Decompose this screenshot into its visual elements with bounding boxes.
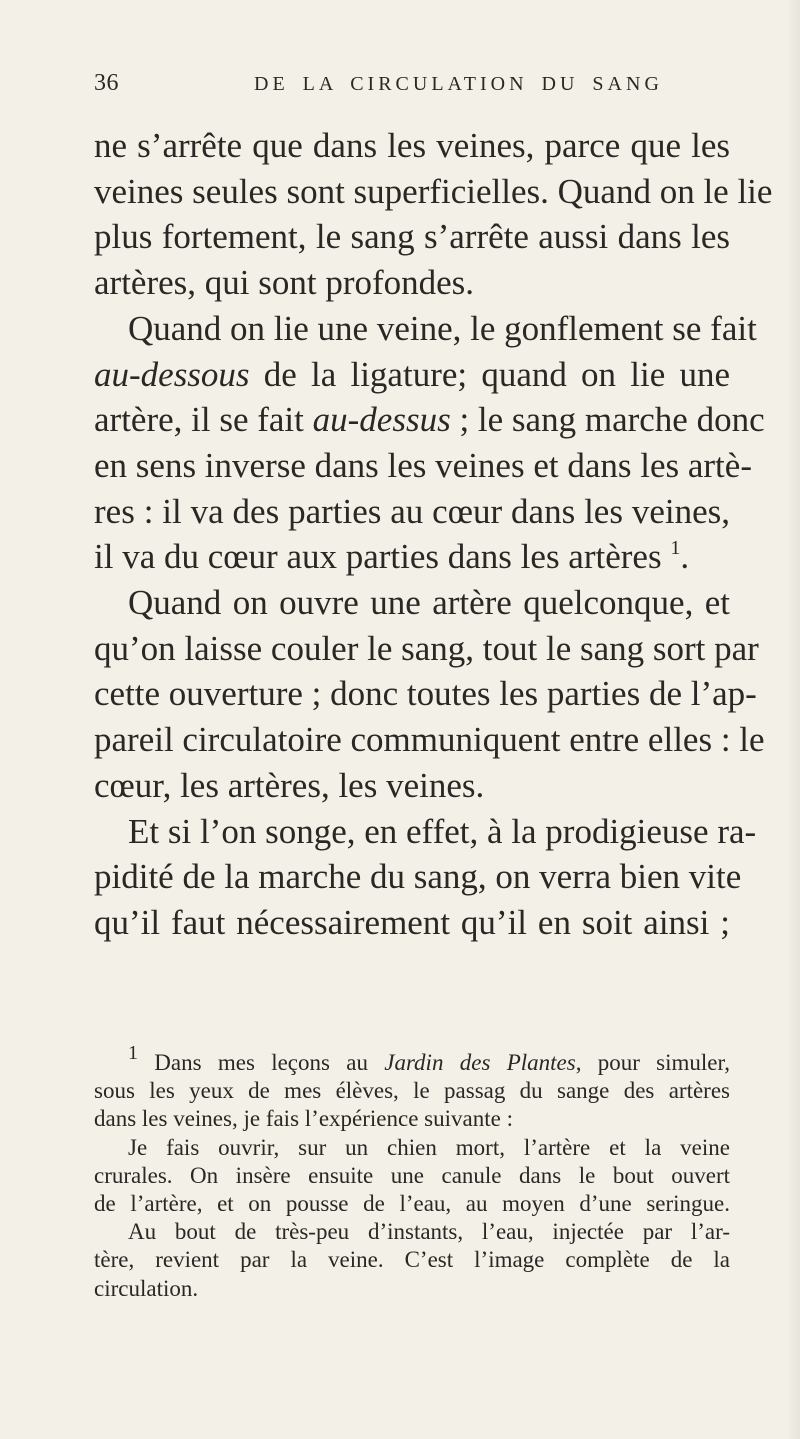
text-segment: Je fais ouvrir, sur un chien mort, l’artère et la veine	[128, 1134, 730, 1160]
text-segment: cœur, les artères, les veines.	[94, 765, 485, 805]
text-segment: plus fortement, le sang s’arrête aussi dans les	[94, 217, 730, 257]
scan-edge-shadow	[786, 0, 800, 1439]
footnote-line	[94, 1218, 730, 1246]
text-line	[94, 123, 730, 169]
main-text	[94, 123, 773, 946]
text-segment: cette ouverture ; donc toutes les parties de l’ap-	[94, 674, 757, 714]
page-number: 36	[94, 70, 119, 96]
text-segment: artère, il se fait	[94, 400, 313, 440]
text-segment: veines seules sont superficielles. Quand on le lie	[94, 171, 773, 211]
text-line	[94, 626, 759, 672]
text-line	[94, 534, 730, 580]
text-line	[94, 671, 757, 717]
text-line	[94, 397, 765, 443]
text-segment: ; le sang marche donc	[450, 400, 765, 440]
text-segment: tère, revient par la veine. C’est l’image complète de la	[94, 1247, 730, 1273]
footnote-line	[94, 1134, 730, 1162]
footnote-marker[interactable]: 1	[670, 536, 681, 559]
footnote-marker[interactable]: 1	[128, 1042, 138, 1065]
text-segment: de l’artère, et on pousse de l’eau, au moyen d’une seringue.	[94, 1191, 730, 1217]
text-line	[94, 352, 730, 398]
italic-text: au-dessus	[312, 400, 451, 440]
text-line	[94, 306, 757, 352]
text-line	[94, 854, 742, 900]
text-segment: artères, qui sont profondes.	[94, 263, 475, 303]
text-segment: dans les veines, je fais l’expérience suivante :	[94, 1106, 513, 1132]
text-line	[94, 443, 752, 489]
italic-text: Jardin des Plantes	[384, 1050, 576, 1075]
text-segment: Et si l’on songe, en effet, à la prodigieuse ra-	[128, 811, 757, 851]
text-segment: Dans mes leçons au	[138, 1050, 385, 1075]
text-segment: res : il va des parties au cœur dans les veines,	[94, 491, 730, 531]
text-line	[94, 260, 730, 306]
text-segment: , pour simuler,	[575, 1050, 730, 1075]
text-segment: de la ligature; quand on lie une	[249, 354, 730, 394]
running-title: DE LA CIRCULATION DU SANG	[254, 73, 663, 95]
text-segment: .	[680, 537, 690, 577]
text-line	[94, 763, 730, 809]
text-segment: Au bout de très-peu d’instants, l’eau, injectée par l’ar-	[128, 1219, 730, 1245]
footnote-block	[94, 1042, 730, 1303]
text-segment: en sens inverse dans les veines et dans les artè-	[94, 445, 752, 485]
italic-text: au-dessous	[94, 354, 250, 394]
text-line	[94, 580, 730, 626]
text-segment: il va du cœur aux parties dans les artères	[94, 537, 671, 577]
text-segment: qu’il faut nécessairement qu’il en soit ainsi ;	[94, 902, 730, 942]
text-segment: qu’on laisse couler le sang, tout le sang sort par	[94, 628, 759, 668]
footnote-line	[94, 1246, 730, 1274]
text-segment: crurales. On insère ensuite une canule dans le bout ouvert	[94, 1162, 730, 1188]
footnote-line	[94, 1162, 730, 1190]
text-line	[94, 214, 730, 260]
footnote-line	[94, 1190, 730, 1218]
text-segment: pareil circulatoire communiquent entre elles : le	[94, 720, 765, 760]
text-segment: pidité de la marche du sang, on verra bien vite	[94, 857, 742, 897]
footnote-line	[94, 1105, 730, 1133]
text-line	[94, 717, 765, 763]
text-segment: Quand on ouvre une artère quelconque, et	[128, 583, 730, 623]
text-line	[94, 900, 730, 946]
footnote-line	[94, 1042, 730, 1077]
text-segment: Quand on lie une veine, le gonflement se fait	[128, 308, 757, 348]
page-header	[94, 70, 728, 104]
text-segment: sous les yeux de mes élèves, le passag du sange des artères	[94, 1078, 730, 1104]
text-segment: circulation.	[94, 1275, 199, 1301]
footnote-line	[94, 1275, 730, 1303]
text-line	[94, 809, 757, 855]
footnote-line	[94, 1077, 730, 1105]
text-segment: ne s’arrête que dans les veines, parce que les	[94, 126, 730, 165]
text-line	[94, 489, 730, 535]
text-line	[94, 169, 773, 215]
